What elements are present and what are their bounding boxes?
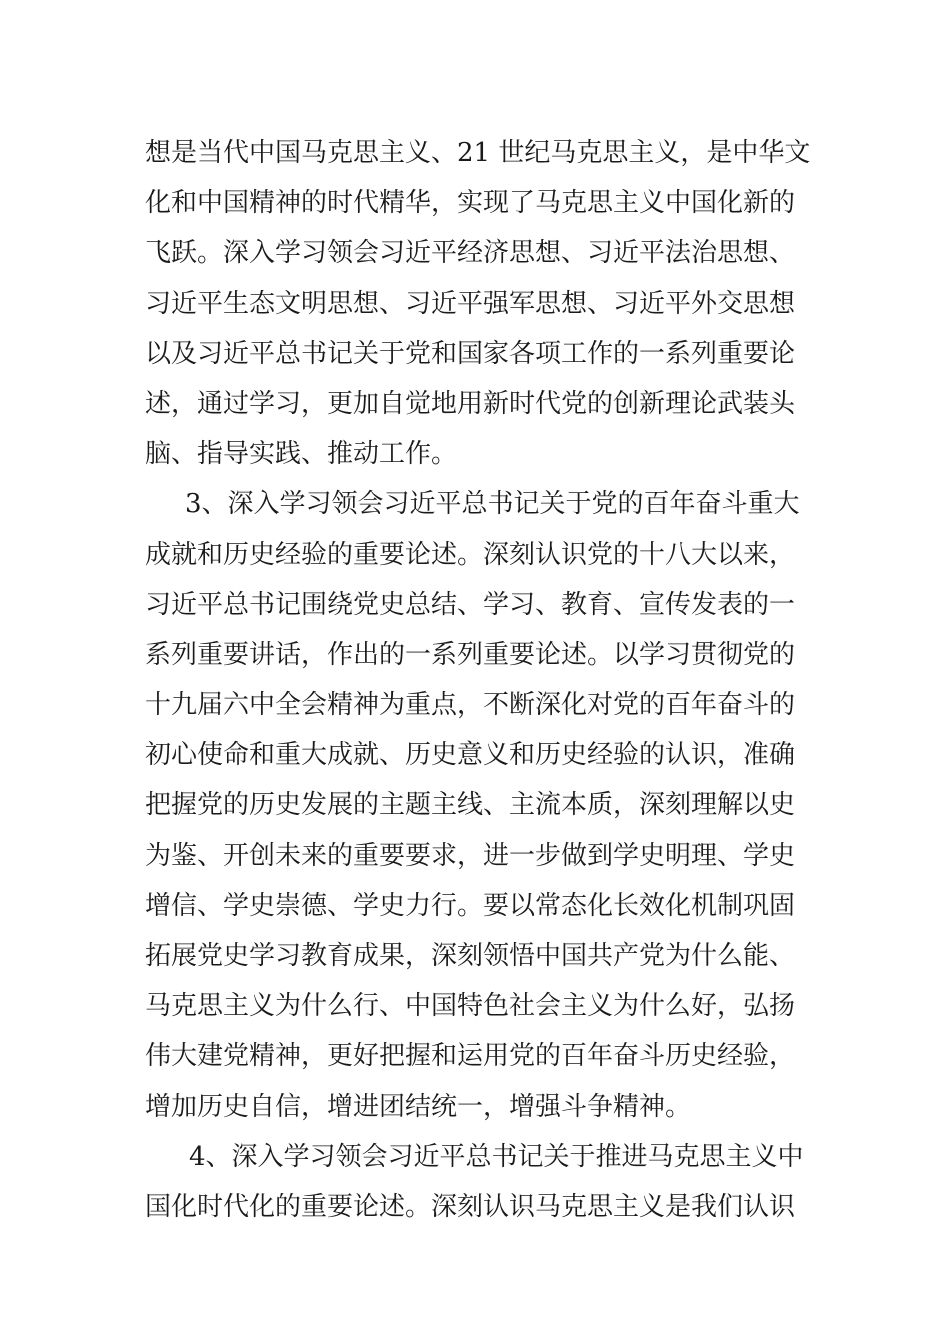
text-line: 为鉴、开创未来的重要要求，进一步做到学史明理、学史 bbox=[145, 840, 796, 871]
text-line: 把握党的历史发展的主题主线、主流本质，深刻理解以史 bbox=[145, 790, 796, 821]
text-line: 飞跃。深入学习领会习近平经济思想、习近平法治思想、 bbox=[145, 238, 796, 269]
text-line: 系列重要讲话，作出的一系列重要论述。以学习贯彻党的 bbox=[145, 639, 796, 670]
text-line: 脑、指导实践、推动工作。 bbox=[145, 439, 458, 470]
text-line: 增加历史自信，增进团结统一，增强斗争精神。 bbox=[145, 1091, 692, 1122]
paragraph-3-first-line: 3、深入学习领会习近平总书记关于党的百年奋斗重大 bbox=[185, 489, 800, 520]
text-line: 十九届六中全会精神为重点，不断深化对党的百年奋斗的 bbox=[145, 690, 796, 721]
text-line: 成就和历史经验的重要论述。深刻认识党的十八大以来， bbox=[145, 539, 796, 570]
text-line: 化和中国精神的时代精华，实现了马克思主义中国化新的 bbox=[145, 188, 796, 219]
text-line: 以及习近平总书记关于党和国家各项工作的一系列重要论 bbox=[145, 338, 796, 369]
body-text bbox=[145, 128, 815, 1232]
text-line: 伟大建党精神，更好把握和运用党的百年奋斗历史经验， bbox=[145, 1041, 796, 1072]
text-line: 习近平总书记围绕党史总结、学习、教育、宣传发表的一 bbox=[145, 589, 796, 620]
text-line: 增信、学史崇德、学史力行。要以常态化长效化机制巩固 bbox=[145, 890, 796, 921]
paragraph-4-first-line: 4、深入学习领会习近平总书记关于推进马克思主义中 bbox=[189, 1141, 804, 1172]
text-line: 想是当代中国马克思主义、21 世纪马克思主义，是中华文 bbox=[145, 138, 811, 168]
text-line: 述，通过学习，更加自觉地用新时代党的创新理论武装头 bbox=[145, 388, 796, 419]
text-line: 初心使命和重大成就、历史意义和历史经验的认识，准确 bbox=[145, 740, 796, 771]
text-line: 习近平生态文明思想、习近平强军思想、习近平外交思想 bbox=[145, 288, 796, 319]
text-line: 拓展党史学习教育成果，深刻领悟中国共产党为什么能、 bbox=[145, 941, 796, 971]
text-line: 国化时代化的重要论述。深刻认识马克思主义是我们认识 bbox=[145, 1191, 796, 1222]
text-line: 马克思主义为什么行、中国特色社会主义为什么好，弘扬 bbox=[145, 991, 796, 1022]
